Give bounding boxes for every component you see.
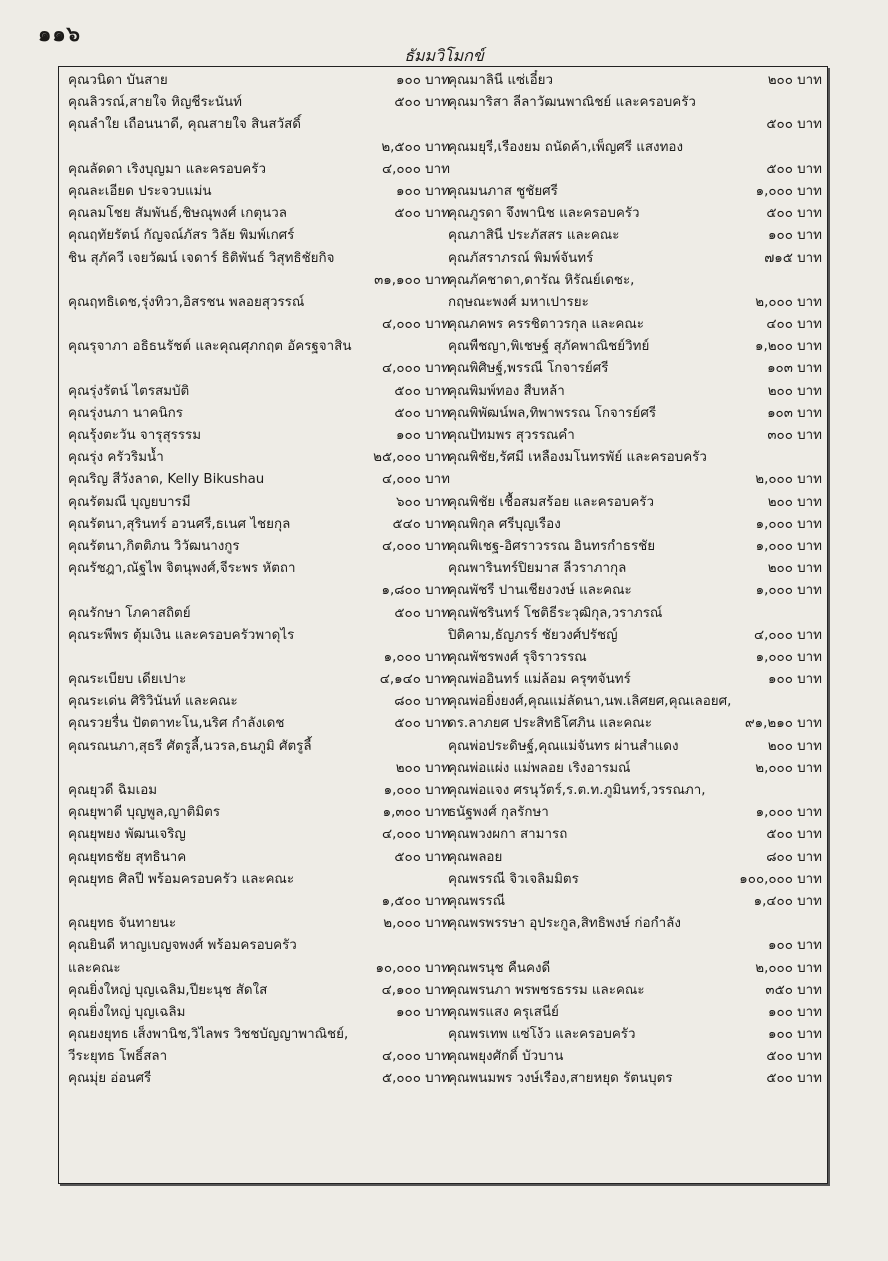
donor-name: [448, 159, 762, 181]
donor-entry: [448, 469, 822, 491]
donor-name: คุณพนมพร วงษ์เรือง,สายหยุด รัตนบุตร: [448, 1071, 673, 1087]
donation-amount: ๑,๕๐๐ บาท: [381, 893, 450, 909]
donor-entry: [448, 891, 822, 913]
donor-entry: [68, 203, 450, 225]
donor-name: คุณฤทธิเดช,รุ่งทิวา,อิสรชน พลอยสุวรรณ์: [68, 294, 305, 310]
donor-name: คุณยุทธ จันทายนะ: [68, 916, 177, 932]
donor-entry: [68, 70, 450, 92]
donor-entry: [448, 114, 822, 136]
donor-name: คุณรัตนา,กิตติภน วิวัฒนางกูร: [68, 538, 240, 554]
donation-amount: ๑๐๐ บาท: [768, 672, 822, 688]
donation-amount: ๒,๐๐๐ บาท: [755, 960, 822, 976]
donation-amount: ๕๐๐ บาท: [394, 849, 450, 865]
donor-entry: [448, 1068, 822, 1090]
donor-entry: [68, 580, 450, 602]
donation-amount: ๕๐๐ บาท: [766, 1071, 822, 1087]
donation-amount: ๕,๐๐๐ บาท: [381, 1071, 450, 1087]
donor-name: คุณพิกุล ศรีบุญเรือง: [448, 516, 561, 532]
donor-list-left-column: [68, 70, 450, 1091]
donation-amount: ๓๐๐ บาท: [767, 428, 822, 443]
donation-amount: ๒๐๐ บาท: [767, 383, 822, 399]
donor-entry: [448, 603, 822, 625]
donor-entry: [68, 358, 450, 380]
donor-entry: [448, 625, 822, 647]
donation-amount: ๒,๐๐๐ บาท: [755, 760, 822, 776]
donor-entry: [448, 935, 822, 957]
donor-entry: [448, 336, 822, 358]
donor-name: คุณรวยรื่น ปัตตาทะโน,นริศ กำลังเดช: [68, 716, 285, 732]
donor-list-right-column: [448, 70, 822, 1091]
donor-name: [68, 891, 378, 913]
donor-entry: [448, 514, 822, 536]
page-number: ๑๑๖: [38, 22, 81, 46]
donation-amount: ๔,๐๐๐ บาท: [381, 317, 450, 333]
donor-name: คุณริญ สีวังลาด, Kelly Bikushau: [68, 472, 265, 488]
donor-entry: [448, 137, 822, 159]
donor-entry: [448, 802, 822, 824]
donor-entry: [448, 270, 822, 292]
donation-amount: ๒,๕๐๐ บาท: [381, 139, 450, 155]
donor-name: คุณภาสินี ประภัสสร และคณะ: [448, 228, 620, 244]
donation-amount: ๕๐๐ บาท: [766, 206, 822, 222]
donor-entry: [448, 869, 822, 891]
donor-entry: [68, 270, 450, 292]
donor-entry: [448, 1024, 822, 1046]
donor-name: วีระยุทธ โพธิ์สลา: [68, 1049, 168, 1065]
donor-name: คุณลัดดา เริงบุญมา และครอบครัว: [68, 161, 266, 177]
donor-entry: [448, 403, 822, 425]
donor-entry: [68, 114, 450, 136]
donor-name: คุณรณนภา,สุธรี ศัตรูลี้,นวรล,ธนภูมิ ศัตรูลี้: [68, 738, 312, 754]
donation-amount: ๒๕,๐๐๐ บาท: [373, 450, 450, 466]
donor-name: คุณยงยุทธ เส็งพานิช,วิไลพร วิชชบัญญาพาณิชย์,: [68, 1027, 349, 1043]
donation-amount: ๑๐,๐๐๐ บาท: [375, 960, 450, 976]
donor-entry: [448, 691, 822, 713]
donor-entry: [68, 225, 450, 247]
donation-amount: ๕๐๐ บาท: [766, 827, 822, 843]
donor-name: คุณยิ่งใหญ่ บุญเฉลิม,ปียะนุช สัดใส: [68, 982, 268, 998]
donor-entry: [68, 92, 450, 114]
donor-entry: [448, 358, 822, 380]
donor-name: คุณพ่ออินทร์ แม่ล้อม ครุฑจันทร์: [448, 672, 631, 688]
donor-name: คุณพวงผกา สามารถ: [448, 827, 568, 843]
donor-name: คุณพรเทพ แซ่โง้ว และครอบครัว: [448, 1027, 636, 1043]
donation-amount: ๑,๐๐๐ บาท: [755, 805, 822, 821]
donor-name: [68, 647, 380, 669]
donation-amount: ๕๐๐ บาท: [394, 405, 450, 421]
donor-entry: [68, 425, 450, 447]
donation-amount: [818, 137, 822, 159]
donor-name: ชิน สุภัควี เจยวัฒน์ เจดาร์ ธิติพันธ์ วิสุทธิชัยกิจ: [68, 250, 335, 266]
donation-amount: ๒,๐๐๐ บาท: [755, 472, 822, 488]
donor-entry: [68, 935, 450, 957]
donor-name: คุณยินดี หาญเบญจพงศ์ พร้อมครอบครัว: [68, 938, 297, 954]
donor-name: คุณมนภาส ชูชัยศรี: [448, 183, 558, 199]
donation-amount: ๕๐๐ บาท: [766, 1049, 822, 1065]
donation-amount: ๔,๐๐๐ บาท: [381, 161, 450, 177]
donation-amount: ๔,๑๐๐ บาท: [381, 982, 450, 998]
donor-entry: [448, 780, 822, 802]
donor-entry: [68, 691, 450, 713]
donor-name: คุณภคพร ครรชิตาวรกุล และคณะ: [448, 317, 644, 333]
donation-amount: ๙๑,๒๑๐ บาท: [744, 716, 822, 732]
donation-amount: ๑,๐๐๐ บาท: [755, 183, 822, 199]
donor-entry: [68, 492, 450, 514]
donation-amount: ๑,๐๐๐ บาท: [755, 583, 822, 599]
donor-name: คุณรัตนา,สุรินทร์ อวนศรี,ธเนศ ไชยกุล: [68, 516, 291, 532]
donor-entry: [68, 159, 450, 181]
donor-name: คุณระเบียบ เดียเปาะ: [68, 672, 187, 688]
donor-entry: [68, 1024, 450, 1046]
donor-name: คุณรัตมณี บุญยบารมี: [68, 494, 191, 510]
donor-entry: [448, 314, 822, 336]
donation-amount: ๑,๐๐๐ บาท: [755, 516, 822, 532]
donor-entry: [68, 336, 450, 358]
donor-entry: [68, 137, 450, 159]
donation-amount: [818, 780, 822, 802]
donation-amount: ๒,๐๐๐ บาท: [755, 294, 822, 310]
donation-amount: ๕๐๐ บาท: [394, 206, 450, 222]
donation-amount: ๑,๓๐๐ บาท: [382, 805, 450, 821]
donor-entry: [68, 780, 450, 802]
donation-amount: ๑,๐๐๐ บาท: [755, 649, 822, 665]
donor-entry: [68, 469, 450, 491]
donor-name: [68, 758, 392, 780]
donor-entry: [448, 181, 822, 203]
donation-amount: ๗๑๕ บาท: [764, 250, 822, 266]
donor-name: คุณพิชัย,รัศมี เหลืองมโนทรพัย์ และครอบครัว: [448, 450, 707, 466]
donation-amount: ๑,๒๐๐ บาท: [754, 339, 822, 355]
donor-entry: [68, 1002, 450, 1024]
donor-entry: [448, 492, 822, 514]
donor-entry: [68, 980, 450, 1002]
donor-name: คุณพ่อแจง ศรนุวัตร์,ร.ต.ท.ภูมินทร์,วรรณภา,: [448, 783, 706, 798]
donation-amount: ๕๐๐ บาท: [766, 161, 822, 177]
donation-amount: ๔,๑๔๐ บาท: [379, 672, 450, 688]
donor-name: คุณรักษา โภคาสถิตย์: [68, 605, 191, 621]
donor-entry: [68, 181, 450, 203]
donor-entry: [448, 225, 822, 247]
donor-entry: [448, 580, 822, 602]
donor-name: คุณยุพาดี บุญพูล,ญาติมิตร: [68, 805, 221, 821]
donor-entry: [68, 447, 450, 469]
donor-entry: [448, 1002, 822, 1024]
donor-name: คุณฤทัยรัตน์ กัญจณ์ภัสร วิลัย พิมพ์เกศร์: [68, 228, 295, 244]
donor-entry: [448, 292, 822, 314]
donor-entry: [68, 625, 450, 647]
donor-name: คุณรัชฎา,ณัฐไพ จิตนุพงศ์,จีระพร หัตถา: [68, 561, 296, 577]
donor-entry: [68, 758, 450, 780]
donor-entry: [448, 447, 822, 469]
donation-amount: ๔,๐๐๐ บาท: [381, 361, 450, 377]
donation-amount: ๑๐๓ บาท: [767, 405, 822, 421]
donation-amount: ๑,๘๐๐ บาท: [381, 583, 450, 599]
donor-entry: [68, 314, 450, 336]
donor-name: คุณภูรดา จึงพานิช และครอบครัว: [448, 206, 640, 222]
donation-amount: ๑๐๐ บาท: [768, 228, 822, 244]
donor-name: คุณยุทธชัย สุทธินาค: [68, 849, 187, 865]
donation-amount: ๑๐๓ บาท: [767, 361, 822, 377]
donation-amount: ๕๐๐ บาท: [394, 95, 450, 111]
donation-amount: ๔,๐๐๐ บาท: [381, 1049, 450, 1065]
donation-amount: ๑,๐๐๐ บาท: [383, 649, 450, 665]
donor-name: [68, 314, 378, 336]
donor-entry: [448, 248, 822, 270]
donor-entry: [68, 603, 450, 625]
donor-entry: [448, 736, 822, 758]
donor-name: คุณพิพัฒน์พล,ทิพาพรรณ โกจารย์ศรี: [448, 405, 657, 421]
donation-amount: ๕๐๐ บาท: [394, 716, 450, 732]
donor-name: คุณยุทธ ศิลปี พร้อมครอบครัว และคณะ: [68, 871, 295, 887]
donor-name: คุณภัคชาดา,ดารัณ หิรัณย์เดชะ,: [448, 272, 635, 288]
donation-amount: [818, 913, 822, 935]
donation-amount: ๑๐๐ บาท: [396, 183, 450, 199]
donor-name: คุณละเอียด ประจวบแม่น: [68, 183, 212, 199]
donor-entry: [68, 913, 450, 935]
donation-amount: ๕๐๐ บาท: [766, 117, 822, 133]
donation-amount: [818, 92, 822, 114]
donor-entry: [68, 248, 450, 270]
donation-amount: [818, 447, 822, 469]
donation-amount: ๔,๐๐๐ บาท: [381, 538, 450, 554]
donor-entry: [68, 292, 450, 314]
donor-name: คุณพิชัย เชื้อสมสร้อย และครอบครัว: [448, 494, 655, 510]
donor-entry: [68, 1046, 450, 1068]
donor-name: คุณพัชรี ปานเชียงวงษ์ และคณะ: [448, 583, 632, 599]
donor-entry: [448, 758, 822, 780]
donor-name: [68, 270, 370, 292]
donation-amount: ๖๐๐ บาท: [396, 494, 450, 510]
donation-amount: ๑๐๐ บาท: [768, 938, 822, 954]
donation-amount: ๒๐๐ บาท: [767, 494, 822, 510]
donor-name: [68, 137, 377, 159]
donor-entry: [68, 669, 450, 691]
donor-entry: [448, 70, 822, 92]
donor-name: คุณพัชรพงศ์ รุจิราวรรณ: [448, 649, 587, 665]
donor-entry: [448, 713, 822, 735]
donation-amount: ๑๐๐ บาท: [396, 428, 450, 443]
donor-entry: [68, 536, 450, 558]
running-title: ธัมมวิโมกข์: [404, 46, 484, 65]
donor-name: คุณรุ่งนภา นาคนิกร: [68, 405, 183, 421]
donor-name: คุณพรแสง ครุเสนีย์: [448, 1004, 559, 1020]
donor-entry: [448, 669, 822, 691]
donor-entry: [68, 958, 450, 980]
donation-amount: ๒๐๐ บาท: [767, 73, 822, 88]
donation-amount: [818, 603, 822, 625]
donor-name: คุณมยุรี,เรืองยม ถนัดค้า,เพ็ญศรี แสงทอง: [448, 139, 683, 155]
donation-amount: ๑,๔๐๐ บาท: [753, 893, 822, 909]
donation-amount: ๔๐๐ บาท: [766, 317, 822, 333]
donor-entry: [68, 514, 450, 536]
donor-name: คุณระพีพร ตุ้มเงิน และครอบครัวพาดุไร: [68, 627, 295, 643]
donor-name: คุณยุวดี ฉิมเอม: [68, 783, 158, 798]
donation-amount: ๑๐๐ บาท: [768, 1027, 822, 1043]
donor-entry: [448, 381, 822, 403]
donor-name: คุณรุจาภา อธิธนรัชต์ และคุณศุภกฤต อัครฐจาสิน: [68, 339, 352, 355]
donor-name: คุณภัสราภรณ์ พิมพ์จันทร์: [448, 250, 594, 266]
donation-amount: [818, 691, 822, 713]
donor-name: คุณพยุงศักดิ์ บัวบาน: [448, 1049, 564, 1065]
donor-name: คุณพรนุช คืนคงดี: [448, 960, 551, 976]
donor-entry: [68, 869, 450, 891]
donor-name: คุณรุ่งรัตน์ ไตรสมบัติ: [68, 383, 190, 399]
donor-name: คุณมาลินี แซ่เอี๋ยว: [448, 73, 554, 88]
donor-entry: [448, 203, 822, 225]
donor-entry: [68, 736, 450, 758]
donation-amount: ๘๐๐ บาท: [394, 694, 450, 710]
donation-amount: ๕๔๐ บาท: [392, 516, 450, 532]
donor-entry: [448, 913, 822, 935]
donor-name: ดร.ลาภยศ ประสิทธิโศภิน และคณะ: [448, 716, 652, 732]
donation-amount: ๓๕๐ บาท: [765, 982, 822, 998]
donor-name: คุณปัทมพร สุวรรณคำ: [448, 428, 575, 443]
donor-name: [448, 935, 764, 957]
donor-name: [448, 469, 751, 491]
donor-entry: [68, 1068, 450, 1090]
donor-entry: [448, 425, 822, 447]
donor-name: คุณพารินทร์ปิยมาส ลีวราภากุล: [448, 561, 627, 577]
donor-entry: [448, 980, 822, 1002]
donation-amount: ๕๐๐ บาท: [394, 605, 450, 621]
donation-amount: ๕๐๐ บาท: [394, 383, 450, 399]
donor-name: คุณระเด่น ศิริวินันท์ และคณะ: [68, 694, 238, 710]
donor-name: คุณยุพยง พัฒนเจริญ: [68, 827, 186, 843]
donor-name: คุณวนิดา บันสาย: [68, 73, 168, 88]
donor-name: คุณพรนภา พรพชรธรรม และคณะ: [448, 982, 645, 998]
donor-name: คุณพิศิษฐ์,พรรณี โกจารย์ศรี: [448, 361, 609, 377]
donation-amount: ๒๐๐ บาท: [395, 760, 450, 776]
donor-name: [68, 358, 378, 380]
donation-amount: ๔,๐๐๐ บาท: [753, 627, 822, 643]
donor-name: [68, 580, 377, 602]
donor-entry: [448, 159, 822, 181]
donor-name: คุณพรรณี: [448, 893, 506, 909]
donation-amount: [818, 270, 822, 292]
donor-name: คุณพิเชฐ-อิศราวรรณ อินทรกำธรชัย: [448, 538, 656, 554]
donor-entry: [448, 536, 822, 558]
donation-amount: ๘๐๐ บาท: [766, 849, 822, 865]
donor-name: คุณยิ่งใหญ่ บุญเฉลิม: [68, 1004, 186, 1020]
donor-entry: [448, 847, 822, 869]
donation-amount: ๑,๐๐๐ บาท: [383, 783, 450, 798]
donor-entry: [68, 403, 450, 425]
donation-amount: ๑,๐๐๐ บาท: [755, 538, 822, 554]
donation-amount: ๔,๐๐๐ บาท: [381, 472, 450, 488]
donor-name: คุณมาริสา ลีลาวัฒนพาณิชย์ และครอบครัว: [448, 95, 696, 111]
donor-name: คุณมุ่ย อ่อนศรี: [68, 1071, 152, 1087]
donor-name: คุณลมโชย สัมพันธ์,ชิษณุพงศ์ เกตุนวล: [68, 206, 287, 222]
donor-entry: [68, 647, 450, 669]
donor-entry: [68, 891, 450, 913]
donor-name: คุณพัชรินทร์ โชติธีระวุฒิกุล,วราภรณ์: [448, 605, 663, 621]
donor-name: คุณรุ้งตะวัน จารุสุรรรม: [68, 428, 202, 443]
donor-name: คุณลำใย เถือนนาดี, คุณสายใจ สินสวัสดิ์: [68, 117, 301, 133]
donor-name: และคณะ: [68, 960, 121, 976]
donation-amount: ๑๐๐ บาท: [768, 1004, 822, 1020]
donor-name: คุณพืชญา,พิเชษฐ์ สุภัคพาณิชย์วิทย์: [448, 339, 650, 355]
donation-amount: ๑๐๐ บาท: [396, 1004, 450, 1020]
donation-amount: ๒๐๐ บาท: [767, 738, 822, 754]
donor-name: คุณพ่อยิ่งยงศ์,คุณแม่ลัดนา,นพ.เลิศยศ,คุณเลอยศ,: [448, 694, 732, 710]
donor-entry: [448, 958, 822, 980]
donor-entry: [68, 824, 450, 846]
donor-name: คุณพลอย: [448, 849, 503, 865]
donor-name: คุณรุ่ง ครัวริมน้ำ: [68, 450, 164, 466]
donor-entry: [68, 802, 450, 824]
donor-name: กฤษณะพงศ์ มหาเปารยะ: [448, 294, 589, 310]
donation-amount: ๔,๐๐๐ บาท: [381, 827, 450, 843]
donor-name: ปิติคาม,ธัญภรร์ ชัยวงศ์ปรัชญ์: [448, 627, 618, 643]
donation-amount: ๓๑,๑๐๐ บาท: [374, 272, 450, 288]
donor-name: คุณพิมพ์ทอง สืบหล้า: [448, 383, 565, 399]
donor-entry: [448, 92, 822, 114]
donor-entry: [448, 558, 822, 580]
donor-entry: [68, 713, 450, 735]
donor-entry: [448, 1046, 822, 1068]
donor-name: คุณพ่อแผ่ง แม่พลอย เริงอารมณ์: [448, 760, 631, 776]
donation-amount: ๒๐๐ บาท: [767, 561, 822, 577]
donor-entry: [68, 847, 450, 869]
donor-name: คุณลิวรณ์,สายใจ หิญชีระนันท์: [68, 95, 242, 111]
donor-entry: [68, 558, 450, 580]
donor-name: คุณพรรณี จิวเจลิมมิตร: [448, 871, 579, 887]
donation-amount: ๑๐๐,๐๐๐ บาท: [739, 871, 822, 887]
donor-name: คุณพรพรรษา อุประกูล,สิทธิพงษ์ ก่อกำลัง: [448, 916, 681, 932]
donor-entry: [448, 647, 822, 669]
donor-entry: [68, 381, 450, 403]
donation-amount: ๑๐๐ บาท: [396, 73, 450, 88]
donor-name: ธนัฐพงศ์ กุลรักษา: [448, 805, 549, 821]
donation-amount: ๒,๐๐๐ บาท: [383, 916, 450, 932]
donor-entry: [448, 824, 822, 846]
donor-name: คุณพ่อประดิษฐ์,คุณแม่จันทร ผ่านสำแดง: [448, 738, 679, 754]
donor-name: [448, 114, 762, 136]
